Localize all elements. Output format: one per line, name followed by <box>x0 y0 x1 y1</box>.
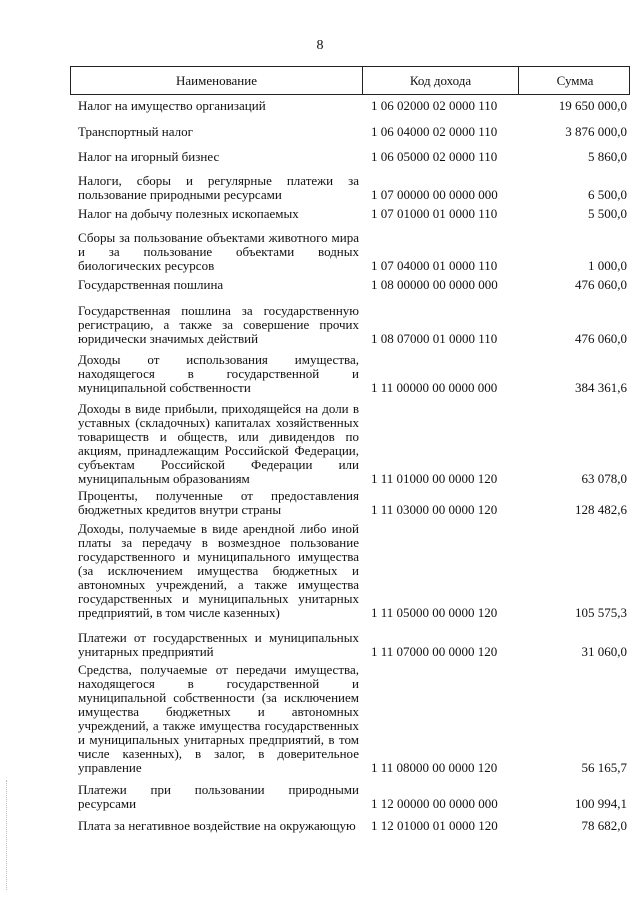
table-row <box>70 663 630 775</box>
row-code: 1 07 01000 01 0000 110 <box>371 206 498 221</box>
row-sum: 19 650 000,0 <box>558 98 627 113</box>
row-name-line: муниципальной собственности (за исключением <box>78 690 359 705</box>
row-code: 1 07 04000 01 0000 110 <box>371 258 498 273</box>
row-name <box>70 150 361 164</box>
row-name-line: числе казенных), в залог, в доверительное <box>78 746 359 761</box>
row-sum: 31 060,0 <box>581 644 627 659</box>
row-name-line: Сборы за пользование объектами животного мира <box>78 230 359 245</box>
table-row <box>70 353 630 395</box>
row-name-line: Государственная пошлина <box>78 277 224 292</box>
row-name-line: бюджетных кредитов внутри страны <box>78 502 282 517</box>
row-name <box>70 125 361 139</box>
scan-edge-mark <box>6 780 8 890</box>
row-name-line: государственного и муниципального имущества <box>78 549 359 564</box>
row-name <box>70 353 361 395</box>
table-row <box>70 819 630 833</box>
row-name <box>70 231 361 273</box>
row-sum: 63 078,0 <box>581 471 627 486</box>
row-sum: 384 361,6 <box>575 380 627 395</box>
row-name-line: Транспортный налог <box>78 124 193 139</box>
row-name-line: унитарных предприятий <box>78 644 214 659</box>
row-name-line: (за исключением имущества бюджетных и <box>78 563 359 578</box>
row-name <box>70 304 361 346</box>
row-name <box>70 631 361 659</box>
row-sum: 100 994,1 <box>575 796 627 811</box>
row-name <box>70 819 361 833</box>
row-sum: 78 682,0 <box>581 818 627 833</box>
table-row <box>70 207 630 221</box>
table-row <box>70 231 630 273</box>
row-code: 1 12 00000 00 0000 000 <box>371 796 498 811</box>
row-name-line: Плата за негативное воздействие на окружающую <box>78 818 356 833</box>
row-name-line: уставных (складочных) капиталах хозяйственных <box>78 415 359 430</box>
row-name <box>70 522 361 620</box>
row-sum: 5 860,0 <box>588 149 627 164</box>
row-name-line: Доходы от использования имущества, <box>78 352 359 367</box>
row-name <box>70 402 361 486</box>
row-name <box>70 99 361 113</box>
row-name-line: Налог на имущество организаций <box>78 98 266 113</box>
row-sum: 1 000,0 <box>588 258 627 273</box>
row-name-line: Доходы в виде прибыли, приходящейся на доли в <box>78 401 359 416</box>
row-code: 1 11 05000 00 0000 120 <box>371 605 498 620</box>
table-row <box>70 150 630 164</box>
table-row <box>70 522 630 620</box>
row-sum: 105 575,3 <box>575 605 627 620</box>
row-code: 1 11 08000 00 0000 120 <box>371 760 498 775</box>
row-name-line: учреждений, а также имущества государственных <box>78 718 359 733</box>
row-name-line: Налог на добычу полезных ископаемых <box>78 206 299 221</box>
row-code: 1 07 00000 00 0000 000 <box>371 187 498 202</box>
table-row <box>70 125 630 139</box>
table-row <box>70 304 630 346</box>
row-name-line: находящегося в государственной и <box>78 366 359 381</box>
row-name-line: Налог на игорный бизнес <box>78 149 220 164</box>
row-name-line: и муниципальных унитарных предприятий, в том <box>78 732 359 747</box>
row-name-line: Налоги, сборы и регулярные платежи за <box>78 173 359 188</box>
row-name-line: Платежи от государственных и муниципальных <box>78 630 359 645</box>
row-name-line: Платежи при пользовании природными <box>78 782 359 797</box>
row-code: 1 06 05000 02 0000 110 <box>371 149 498 164</box>
row-name-line: муниципальным образованиям <box>78 471 250 486</box>
row-code: 1 12 01000 01 0000 120 <box>371 818 498 833</box>
row-name-line: Проценты, полученные от предоставления <box>78 488 359 503</box>
table-row <box>70 402 630 486</box>
row-name-line: регистрацию, а также за совершение прочих <box>78 317 359 332</box>
row-name-line: государственных и муниципальных унитарных <box>78 591 359 606</box>
row-name-line: субъектам Российской Федерации или <box>78 457 359 472</box>
row-name-line: ресурсами <box>78 796 137 811</box>
row-name-line: предприятий, в том числе казенных) <box>78 605 280 620</box>
row-name-line: управление <box>78 760 142 775</box>
row-name-line: Доходы, получаемые в виде арендной либо иной <box>78 521 359 536</box>
row-name <box>70 663 361 775</box>
row-name-line: муниципальной собственности <box>78 380 251 395</box>
row-code: 1 06 02000 02 0000 110 <box>371 98 498 113</box>
table-header <box>70 66 630 95</box>
row-name-line: товариществ и обществ, или дивидендов по <box>78 429 359 444</box>
row-name <box>70 207 361 221</box>
row-name-line: акциям, принадлежащим Российской Федерации, <box>78 443 359 458</box>
table-row <box>70 631 630 659</box>
header-code: Код дохода <box>362 67 518 94</box>
table-row <box>70 489 630 517</box>
row-name-line: юридически значимых действий <box>78 331 259 346</box>
row-sum: 128 482,6 <box>575 502 627 517</box>
row-code: 1 11 03000 00 0000 120 <box>371 502 498 517</box>
row-code: 1 11 07000 00 0000 120 <box>371 644 498 659</box>
row-code: 1 11 00000 00 0000 000 <box>371 380 498 395</box>
table-row <box>70 99 630 113</box>
row-name-line: Средства, получаемые от передачи имущества, <box>78 662 359 677</box>
row-name-line: платы за передачу в возмездное пользование <box>78 535 359 550</box>
row-name <box>70 489 361 517</box>
row-name-line: и за пользование объектами водных <box>78 244 359 259</box>
row-name-line: биологических ресурсов <box>78 258 215 273</box>
table-row <box>70 174 630 202</box>
row-code: 1 11 01000 00 0000 120 <box>371 471 498 486</box>
row-name <box>70 174 361 202</box>
row-sum: 476 060,0 <box>575 277 627 292</box>
row-code: 1 06 04000 02 0000 110 <box>371 124 498 139</box>
row-code: 1 08 07000 01 0000 110 <box>371 331 498 346</box>
row-sum: 56 165,7 <box>581 760 627 775</box>
row-name-line: находящегося в государственной и <box>78 676 359 691</box>
table-row <box>70 783 630 811</box>
row-name-line: пользование природными ресурсами <box>78 187 282 202</box>
row-name-line: автономных учреждений, а также имущества <box>78 577 359 592</box>
table-row <box>70 278 630 292</box>
row-name-line: Государственная пошлина за государственную <box>78 303 359 318</box>
row-name <box>70 783 361 811</box>
row-sum: 5 500,0 <box>588 206 627 221</box>
row-sum: 476 060,0 <box>575 331 627 346</box>
page-number: 8 <box>316 38 324 53</box>
header-name: Наименование <box>176 73 257 88</box>
header-sum: Сумма <box>518 67 631 94</box>
row-sum: 6 500,0 <box>588 187 627 202</box>
row-code: 1 08 00000 00 0000 000 <box>371 277 498 292</box>
row-sum: 3 876 000,0 <box>565 124 627 139</box>
row-name <box>70 278 361 292</box>
row-name-line: имущества бюджетных и автономных <box>78 704 359 719</box>
